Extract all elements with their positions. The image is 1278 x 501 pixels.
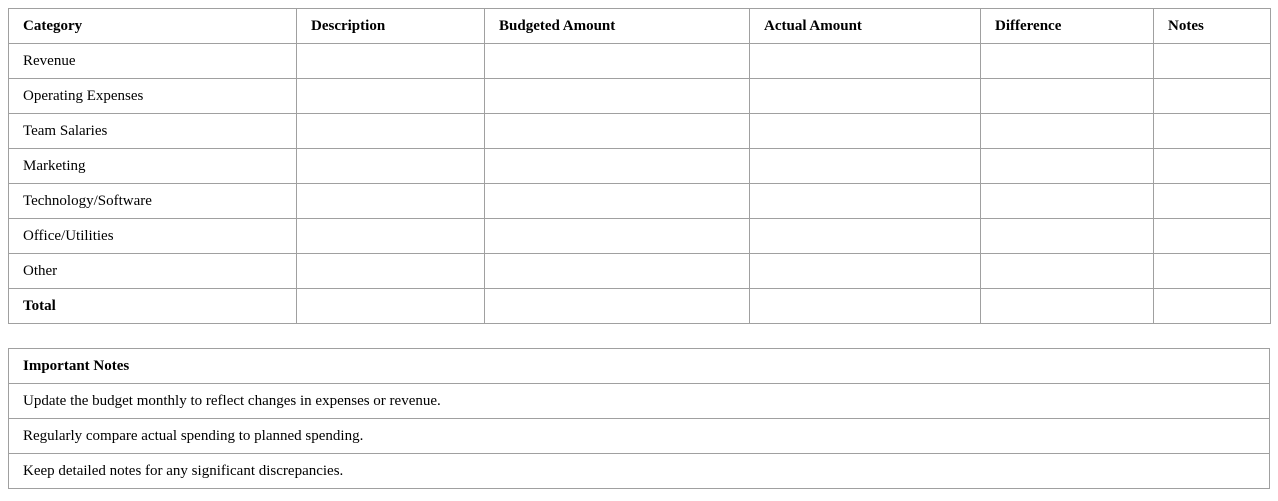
notes-heading: Important Notes <box>9 349 1270 384</box>
note-item: Keep detailed notes for any significant discrepancies. <box>9 454 1270 489</box>
description-cell <box>297 254 485 289</box>
difference-cell <box>981 219 1154 254</box>
notes-cell <box>1154 184 1271 219</box>
header-notes: Notes <box>1154 9 1271 44</box>
notes-cell <box>1154 289 1271 324</box>
budgeted-cell <box>485 79 750 114</box>
budgeted-cell <box>485 114 750 149</box>
difference-cell <box>981 44 1154 79</box>
actual-cell <box>750 184 981 219</box>
notes-cell <box>1154 219 1271 254</box>
difference-cell <box>981 114 1154 149</box>
description-cell <box>297 219 485 254</box>
budgeted-cell <box>485 219 750 254</box>
category-cell: Other <box>9 254 297 289</box>
budgeted-cell <box>485 289 750 324</box>
note-item: Regularly compare actual spending to planned spending. <box>9 419 1270 454</box>
description-cell <box>297 184 485 219</box>
budgeted-cell <box>485 149 750 184</box>
category-cell: Operating Expenses <box>9 79 297 114</box>
description-cell <box>297 114 485 149</box>
actual-cell <box>750 149 981 184</box>
difference-cell <box>981 79 1154 114</box>
budgeted-cell <box>485 44 750 79</box>
notes-cell <box>1154 79 1271 114</box>
list-item <box>9 454 1270 489</box>
difference-cell <box>981 184 1154 219</box>
notes-cell <box>1154 254 1271 289</box>
difference-cell <box>981 254 1154 289</box>
notes-cell <box>1154 114 1271 149</box>
category-cell: Team Salaries <box>9 114 297 149</box>
header-actual-amount: Actual Amount <box>750 9 981 44</box>
actual-cell <box>750 44 981 79</box>
difference-cell <box>981 149 1154 184</box>
table-row <box>9 79 1271 114</box>
important-notes-table <box>8 348 1270 489</box>
table-row <box>9 219 1271 254</box>
category-cell: Technology/Software <box>9 184 297 219</box>
description-cell <box>297 149 485 184</box>
table-row <box>9 254 1271 289</box>
category-cell: Office/Utilities <box>9 219 297 254</box>
notes-cell <box>1154 149 1271 184</box>
table-row <box>9 184 1271 219</box>
description-cell <box>297 79 485 114</box>
header-description: Description <box>297 9 485 44</box>
category-cell: Marketing <box>9 149 297 184</box>
budget-table <box>8 8 1271 324</box>
table-header-row <box>9 9 1271 44</box>
header-difference: Difference <box>981 9 1154 44</box>
list-item <box>9 384 1270 419</box>
difference-cell <box>981 289 1154 324</box>
description-cell <box>297 289 485 324</box>
header-category: Category <box>9 9 297 44</box>
budgeted-cell <box>485 184 750 219</box>
notes-header-row <box>9 349 1270 384</box>
actual-cell <box>750 79 981 114</box>
list-item <box>9 419 1270 454</box>
table-row <box>9 44 1271 79</box>
table-row <box>9 114 1271 149</box>
actual-cell <box>750 289 981 324</box>
actual-cell <box>750 114 981 149</box>
notes-cell <box>1154 44 1271 79</box>
actual-cell <box>750 254 981 289</box>
description-cell <box>297 44 485 79</box>
category-cell: Total <box>9 289 297 324</box>
note-item: Update the budget monthly to reflect changes in expenses or revenue. <box>9 384 1270 419</box>
total-row <box>9 289 1271 324</box>
budgeted-cell <box>485 254 750 289</box>
actual-cell <box>750 219 981 254</box>
table-row <box>9 149 1271 184</box>
header-budgeted-amount: Budgeted Amount <box>485 9 750 44</box>
category-cell: Revenue <box>9 44 297 79</box>
